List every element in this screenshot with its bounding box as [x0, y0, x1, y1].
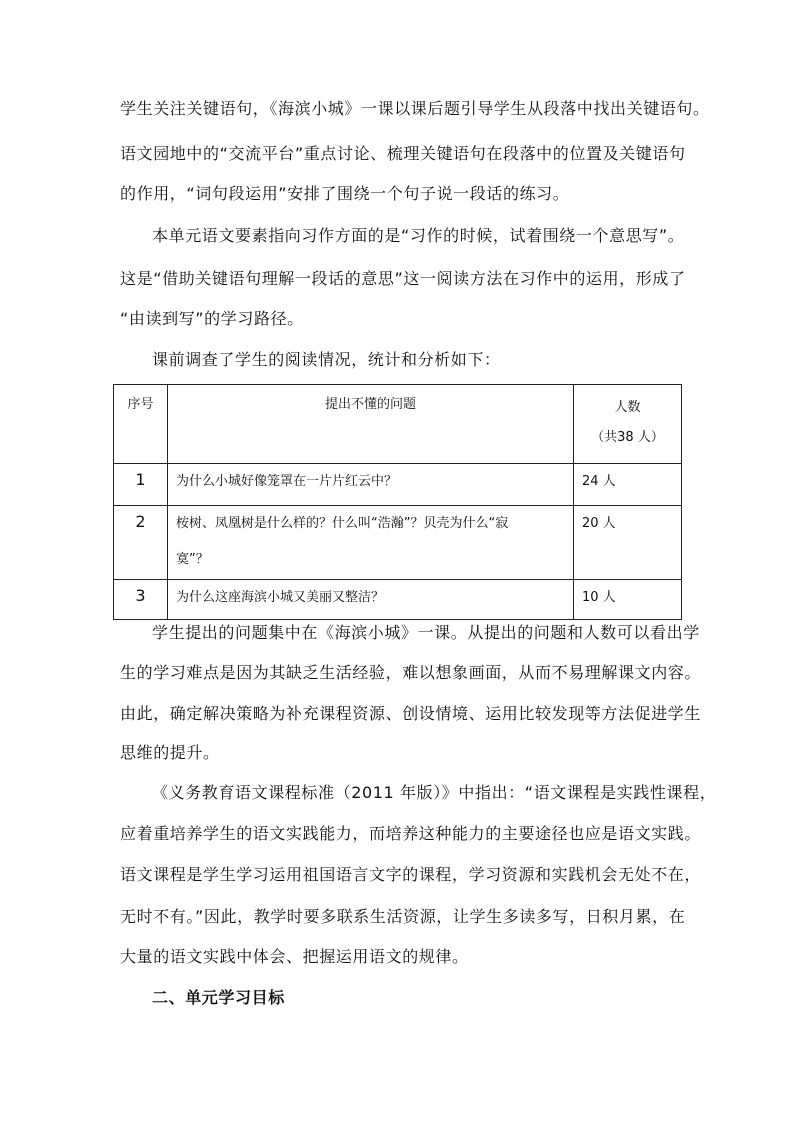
paragraph-line: 应着重培养学生的语文实践能力，而培养这种能力的主要途径也应是语文实践。: [120, 824, 702, 843]
table-header-row: [114, 385, 682, 464]
table-row: [114, 580, 682, 620]
paragraph-line: 本单元语文要素指向习作方面的是“习作的时候，试着围绕一个意思写”。: [152, 226, 685, 245]
paragraph-line: 学生提出的问题集中在《海滨小城》一课。从提出的问题和人数可以看出学: [152, 623, 700, 642]
paragraph-line: 课前调查了学生的阅读情况，统计和分析如下：: [152, 350, 501, 369]
table-row: [114, 464, 682, 506]
paragraph-line: 语文课程是学生学习运用祖国语言文字的课程，学习资源和实践机会无处不在，: [120, 865, 702, 884]
paragraph-line: 语文园地中的“交流平台”重点讨论、梳理关键语句在段落中的位置及关键语句: [120, 144, 686, 163]
table-row: [114, 506, 682, 580]
row-question-line: 桉树、凤凰树是什么样的？什么叫“浩瀚”？贝壳为什么“寂: [176, 516, 509, 531]
row-count: 10 人: [574, 580, 682, 620]
row-number: 3: [114, 580, 168, 620]
header-count-label: 人数: [614, 400, 641, 415]
paragraph-line: 由此，确定解决策略为补充课程资源、创设情境、运用比较发现等方法促进学生: [120, 704, 702, 723]
row-question-line: 寞”？: [176, 552, 209, 567]
row-question: [168, 506, 574, 580]
row-question: 为什么这座海滨小城又美丽又整洁？: [168, 580, 574, 620]
header-count: [574, 385, 682, 464]
row-number: 1: [114, 464, 168, 506]
survey-table: [113, 384, 682, 620]
row-number: 2: [114, 506, 168, 580]
section-heading: 二、单元学习目标: [152, 988, 285, 1007]
paragraph-line: 无时不有。”因此，教学时要多联系生活资源，让学生多读多写，日积月累，在: [120, 907, 686, 926]
header-count-total: （共38 人）: [591, 430, 664, 445]
header-question: 提出不懂的问题: [168, 385, 574, 464]
header-no: 序号: [114, 385, 168, 464]
row-count: 20 人: [574, 506, 682, 580]
paragraph-line: 生的学习难点是因为其缺乏生活经验，难以想象画面，从而不易理解课文内容。: [120, 663, 702, 682]
paragraph-line: 这是“借助关键语句理解一段话的意思”这一阅读方法在习作中的运用，形成了: [120, 269, 686, 288]
paragraph-line: 学生关注关键语句，《海滨小城》一课以课后题引导学生从段落中找出关键语句。: [120, 99, 710, 118]
paragraph-line: 思维的提升。: [120, 743, 220, 762]
paragraph-line: 《义务教育语文课程标准（2011 年版）》中指出：“语文课程是实践性课程，: [152, 783, 717, 802]
paragraph-line: 大量的语文实践中体会、把握运用语文的规律。: [120, 947, 469, 966]
row-count: 24 人: [574, 464, 682, 506]
paragraph-line: 的作用，“词句段运用”安排了围绕一个句子说一段话的练习。: [120, 184, 570, 203]
row-question: 为什么小城好像笼罩在一片片红云中？: [168, 464, 574, 506]
paragraph-line: “由读到写”的学习路径。: [120, 309, 304, 328]
